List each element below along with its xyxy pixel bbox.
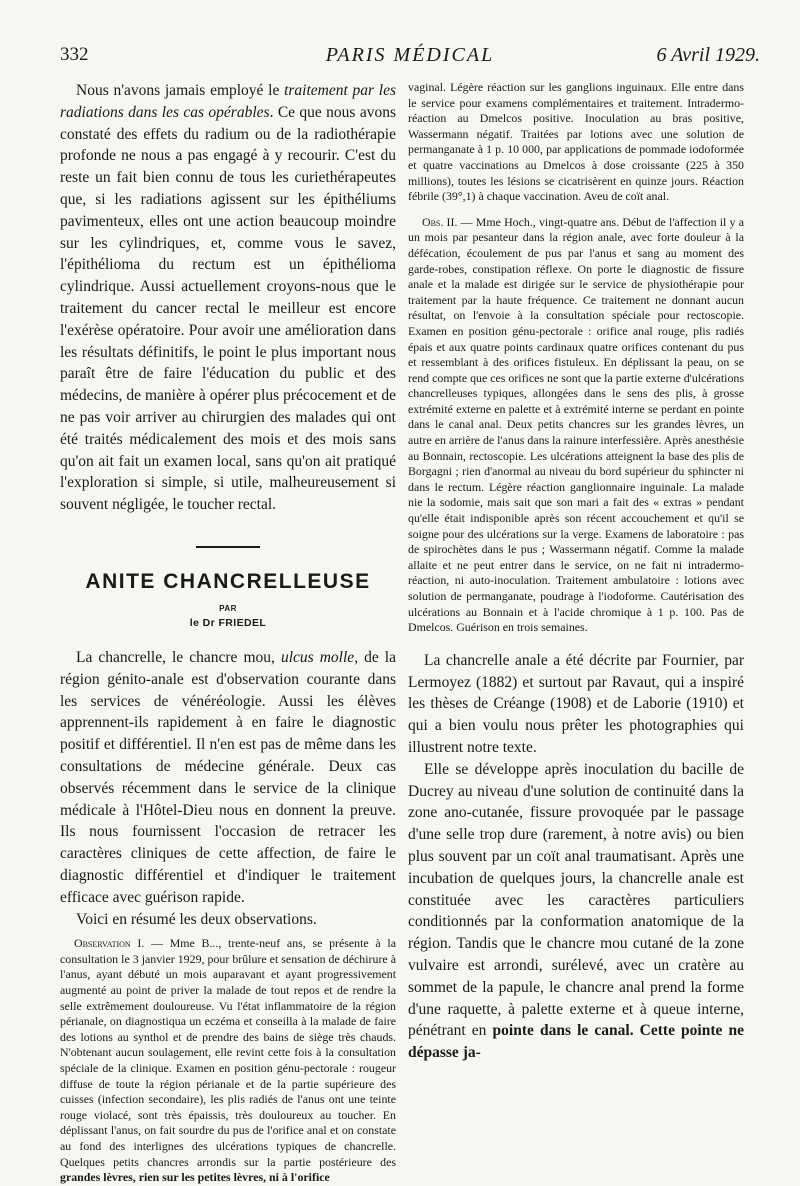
observation-1 [60, 936, 396, 1186]
author-name: le Dr FRIEDEL [189, 616, 267, 629]
intro-paragraph [60, 80, 396, 516]
article-paragraph-3: La chancrelle anale a été décrite par Fournier, par Lermoyez (1882) et surtout par Ravaut, qui a inspiré les thèses de Créange (1908) et de Laborie (1910) et qui a bien voulu nous prêter les photographies qui illustrent notre texte. [408, 651, 744, 756]
left-column [60, 80, 396, 1186]
observation-1-label: Observation I. [74, 936, 145, 951]
article-title: ANITE CHANCRELLEUSE [85, 569, 371, 593]
intro-text-a: Nous n'avons jamais employé le [76, 82, 285, 99]
issue-date: 6 Avril 1929. [656, 44, 760, 66]
p4-bold-tail: pointe dans le canal. Cette pointe ne dépasse ja- [408, 1022, 745, 1062]
p4-text: Elle se développe après inoculation du bacille de Ducrey au niveau d'une solution de continuité dans la zone ano-cutanée, fissure provoquée par le passage d'une selle trop dure (rarement, à notre avis) ou bien plus souvent par un coït anal traumatisant. Après une incubation de quelques jours, la chancrelle anale est constituée avec les caractères particuliers conditionnés par la conformation anatomique de la région. Tandis que le chancre mou cutané de la zone vulvaire est arrondi, surélevé, avec un cratère au sommet de la papule, le chancre anal prend la forme d'une raquette, à palette externe et à queue interne, pénétrant en [408, 760, 744, 1040]
observation-1-continued: vaginal. Légère réaction sur les ganglions inguinaux. Elle entre dans le service pour examens complémentaires et traitement. Intradermo-réaction au Dmelcos positive. Inoculation au bras positive, Wassermann négatif. Traitées par lotions avec une solution de permanganate à 1 p. 10 000, par applications de pommade iodoformée et quatre vaccinations au Dmelcos à dose croissante (225 à 350 millions), toutes les lésions se cicatrisèrent en quinze jours. Réaction fébrile (39°,1) à chaque vaccination. Aveu de coït anal. [408, 80, 744, 204]
intro-emphasis: traitement par les radiations dans les cas opérables [60, 82, 396, 121]
p1-text-b: , de la région génito-anale est d'observation courante dans les services de vénéréologie. Aussi les élèves apprennent-ils rapidement à en faire le diagnostic positif et différentiel. Il n'en est pas de même dans les consultations de médecine générale. Deux cas observés récemment dans le service de la clinique médicale à l'Hôtel-Dieu nous en donnent la preuve. Ils nous fournissent l'occasion de retracer les caractères cliniques de cette affection, de faire le diagnostic différentiel et d'indiquer le traitement efficace avec guérison rapide. [60, 648, 396, 906]
intro-text-b: . Ce que nous avons constaté des effets du radium ou de la radiothérapie profonde ne nous a pas engagé à y recourir. C'est du reste un fait bien connu de tous les curiethérapeutes que, si les radiations agissent sur les épithéliums pavimenteux, elles ont une action beaucoup moindre sur les cylindriques, et, comme vous le savez, l'épithélioma du rectum est un épithélioma cylindrique. Aussi actuellement croyons-nous que le traitement du cancer rectal le meilleur est encore l'exérèse opératoire. Pour avoir une amélioration dans les résultats définitifs, le point le plus important nous paraît être de faire l'éducation du public et des médecins, de manière à opérer plus précocement et de ne pas voir arriver au chirurgien des malades qui ont été traités médicalement des mois et des mois sans qu'on ait fait un examen local, sans qu'on ait pratiqué l'exploration si simple, si utile, malheureusement si souvent négligée, le toucher rectal. [60, 103, 397, 514]
by-line-par: PAR [219, 603, 237, 613]
journal-title: PARIS MÉDICAL [325, 44, 495, 66]
observation-1-bold-tail: grandes lèvres, rien sur les petites lèvres, ni à l'orifice [60, 1170, 330, 1185]
right-column [408, 80, 744, 1064]
p1-text-a: La chancrelle, le chancre mou, [76, 648, 281, 666]
article-paragraph-2: Voici en résumé les deux observations. [76, 910, 317, 928]
observation-1-text: — Mme B..., trente-neuf ans, se présente à la consultation le 3 janvier 1929, pour brûlure et sensation de déchirure à l'anus, ayant débuté un mois auparavant et ayant progressivement augmenté au point de priver la malade de tout repos et de rendre la selle extrêmement douloureuse. Vu l'état inflammatoire de la région périanale, on diagnostiqua un eczéma et conseilla à la malade de faire des lotions au synthol et de prendre des bains de siège très chauds. N'obtenant aucun soulagement, elle revint cette fois à la consultation spéciale de la clinique. Examen en position génu-pectorale : rougeur diffuse de toute la région périanale et de la partie supérieure des cuisses (infection secondaire), les plis radiés de l'anus ont une teinte rouge violacé, sont très épaissis, très douloureux au toucher. En déplissant l'anus, on fait sourdre du pus de l'orifice anal et on constate au fond des interlignes des ulcérations typiques de chancrelle. Quelques petits chancres arrondis sur la partie postérieure des [60, 936, 397, 1169]
page-number: 332 [60, 44, 89, 65]
p1-emphasis: ulcus molle [280, 648, 355, 666]
section-divider [196, 546, 260, 548]
observation-2-label: Obs. II. [422, 214, 458, 229]
article-paragraph-1 [60, 647, 396, 909]
article-paragraph-4 [408, 759, 744, 1064]
observation-2-text: — Mme Hoch., vingt-quatre ans. Début de l'affection il y a un mois par pesanteur dans la région anale, avec forte douleur à la défécation, écoulement de pus par l'anus et sang au moment des garde-robes, constipation réflexe. On porte le diagnostic de fissure anale et la malade est dirigée sur le service de physiothérapie pour traitement par la haute fréquence. Ce traitement ne donnant aucun résultat, on l'envoie à la consultation spéciale pour rectoscopie. Examen en position génu-pectorale : orifice anal rouge, plis radiés épais et aux quatre points cardinaux quatre orifices contenant du pus et ressemblant à des orifices fistuleux. En déplissant la peau, on se rend compte que ces orifices ne sont que la partie externe d'ulcérations chancrelleuses typiques, allongées dans le sens des plis, à grosse extrémité externe en palette et à extrémité interne se perdant en pointe dans le canal anal. Deux petits chancres sur les grandes lèvres, un autre en arrière de l'anus dans la rainure interfessière. Après anesthésie au Bonnain, rectoscopie. Les ulcérations atteignent la base des plis de Borgagni ; rien d'anormal au niveau du bord supérieur du sphincter ni dans le rectum. Légère réaction ganglionnaire inguinale. La malade nie la sodomie, mais sait que son mari a fait des « extras » pendant qu'elle était indisponible après son récent accouchement et qu'il se soigne pour des ulcérations sur la verge. Examens de laboratoire : pas de spirochètes dans le pus ; Wassermann négatif. Comme la malade allaite et ne peut entrer dans le service, on ne fait ni intradermo-réaction, ni auto-inoculation. Traitement ambulatoire : lotions avec solution de permanganate, poudrage à l'iodoforme. Cautérisation des ulcérations au Bonnain et à l'acide chromique à 1 p. 100. Pas de Dmelcos. Guérison en trois semaines. [408, 214, 744, 635]
running-header [60, 44, 760, 76]
observation-2 [408, 215, 744, 636]
